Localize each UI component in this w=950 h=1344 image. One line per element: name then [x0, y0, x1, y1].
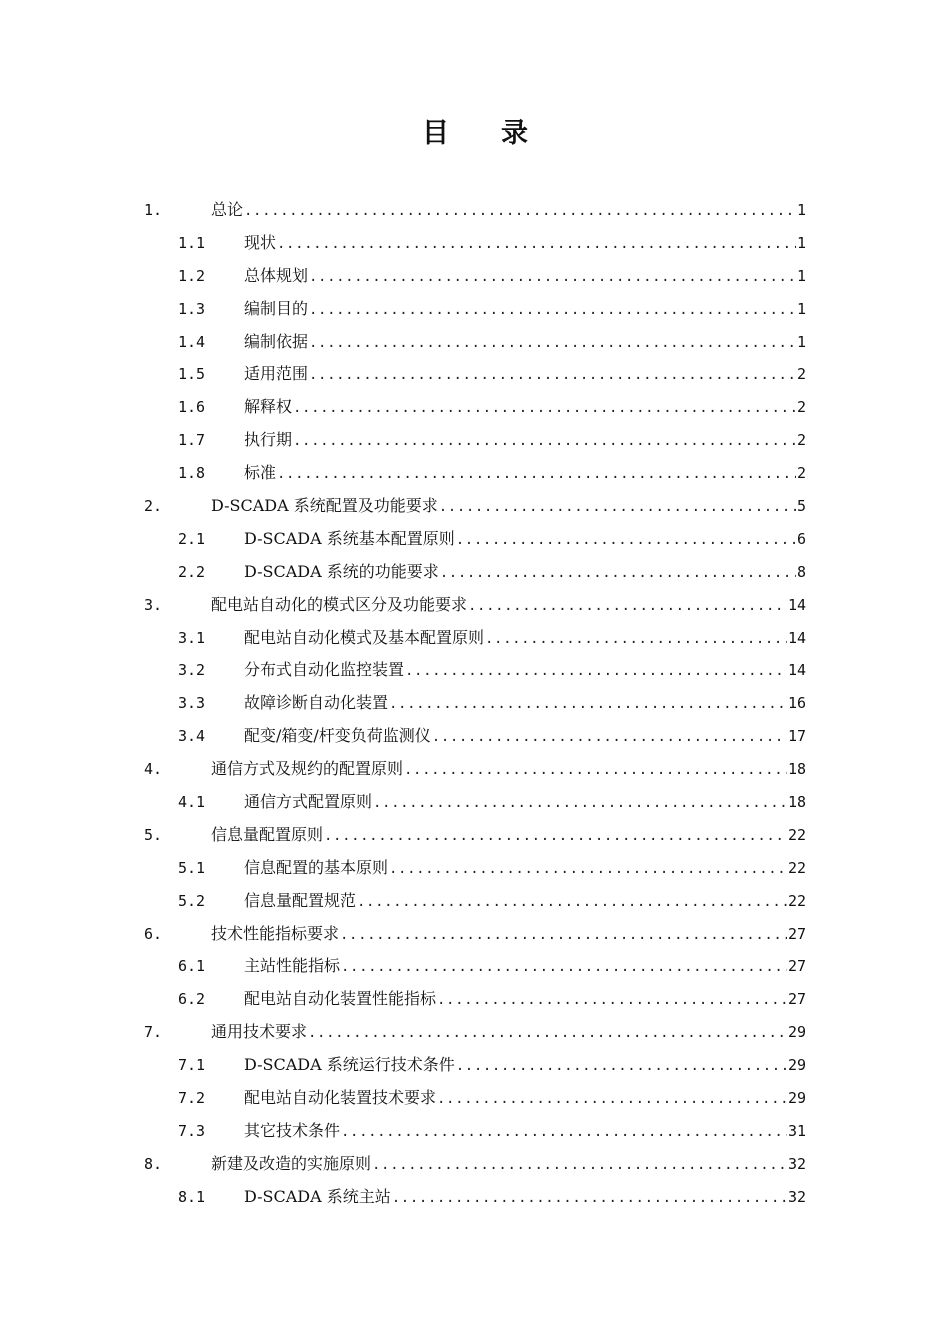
toc-entry-number: 3.3: [178, 694, 206, 713]
toc-dot-leader: [357, 886, 787, 919]
toc-entry-line: [244, 523, 806, 557]
toc-dot-leader: [485, 623, 787, 656]
toc-entry-title: 总论: [211, 200, 244, 219]
toc-page-number: 8: [796, 562, 806, 581]
toc-dot-leader: [389, 853, 787, 886]
toc-page-number: 27: [787, 990, 806, 1009]
toc-page-number: 22: [787, 891, 806, 910]
toc-section-entry[interactable]: [0, 1181, 950, 1214]
toc-section-entry[interactable]: [0, 983, 950, 1016]
toc-entry-title: 配电站自动化装置技术要求: [244, 1088, 437, 1108]
toc-title-char-1: 目: [422, 118, 449, 149]
toc-chapter-entry[interactable]: [0, 1016, 950, 1049]
toc-section-entry[interactable]: [0, 326, 950, 359]
toc-page-number: 18: [787, 793, 806, 812]
toc-page-number: 22: [787, 825, 806, 844]
toc-entry-number: 7.2: [178, 1089, 206, 1108]
toc-entry-number: 1.7: [178, 431, 206, 450]
toc-entry-line: [244, 950, 806, 984]
toc-entry-number: 6.1: [178, 957, 206, 976]
toc-entry-line: [211, 753, 806, 787]
toc-entry-line: [244, 457, 806, 491]
toc-entry-line: [211, 918, 806, 952]
toc-dot-leader: [244, 195, 796, 228]
toc-page-number: 17: [787, 727, 806, 746]
toc-entry-title: 分布式自动化监控装置: [244, 660, 405, 680]
toc-entry-title: 配电站自动化模式及基本配置原则: [244, 627, 485, 647]
toc-dot-leader: [432, 721, 787, 754]
toc-chapter-entry[interactable]: [0, 1148, 950, 1181]
toc-entry-number: 7.1: [178, 1056, 206, 1075]
toc-chapter-entry[interactable]: [0, 194, 950, 227]
toc-dot-leader: [392, 1182, 787, 1215]
toc-entry-title: 通信方式及规约的配置原则: [211, 759, 404, 779]
toc-entry-title: 编制依据: [244, 331, 309, 351]
toc-entry-number: 1.3: [178, 299, 206, 318]
toc-chapter-entry[interactable]: [0, 589, 950, 622]
toc-page-number: 32: [787, 1154, 806, 1173]
toc-dot-leader: [389, 688, 787, 721]
toc-entry-title: 通信方式配置原则: [244, 792, 373, 812]
toc-dot-leader: [308, 1017, 787, 1050]
toc-entry-title: 信息量配置原则: [211, 824, 324, 844]
toc-entry-title: 故障诊断自动化装置: [244, 693, 389, 713]
toc-entry-line: [244, 983, 806, 1017]
toc-entry-number: 6.: [144, 924, 163, 943]
toc-page-number: 2: [796, 464, 806, 483]
toc-title-char-2: 录: [501, 118, 528, 149]
toc-dot-leader: [456, 1050, 787, 1083]
toc-entry-title: 现状: [244, 232, 277, 252]
toc-entry-number: 1.6: [178, 398, 206, 417]
toc-section-entry[interactable]: [0, 358, 950, 391]
toc-entry-number: 1.2: [178, 266, 206, 285]
toc-dot-leader: [293, 425, 796, 458]
toc-entry-title: 配电站自动化的模式区分及功能要求: [211, 594, 468, 614]
toc-entry-line: [211, 589, 806, 623]
toc-dot-leader: [277, 458, 796, 491]
toc-entry-title: D-SCADA 系统配置及功能要求: [211, 496, 438, 516]
toc-chapter-entry[interactable]: [0, 819, 950, 852]
toc-page-number: 1: [796, 233, 806, 252]
toc-entry-line: [244, 654, 806, 688]
toc-entry-title: 配电站自动化装置性能指标: [244, 989, 437, 1009]
toc-entry-title: D-SCADA 系统运行技术条件: [244, 1055, 455, 1075]
toc-section-entry[interactable]: [0, 556, 950, 589]
toc-chapter-entry[interactable]: [0, 753, 950, 786]
toc-dot-leader: [341, 951, 787, 984]
toc-dot-leader: [437, 984, 787, 1017]
toc-entry-line: [244, 622, 806, 656]
toc-page-number: 1: [796, 299, 806, 318]
toc-dot-leader: [373, 787, 787, 820]
toc-entry-title: 其它技术条件: [244, 1120, 341, 1140]
toc-entry-number: 8.: [144, 1154, 163, 1173]
toc-entry-line: [244, 1082, 806, 1116]
toc-entry-title: 通用技术要求: [211, 1022, 308, 1042]
toc-dot-leader: [468, 590, 787, 623]
toc-entry-line: [244, 1181, 806, 1215]
toc-page-number: 2: [796, 365, 806, 384]
toc-entry-number: 3.2: [178, 661, 206, 680]
toc-entry-line: [244, 391, 806, 425]
toc-section-entry[interactable]: [0, 786, 950, 819]
toc-section-entry[interactable]: [0, 622, 950, 655]
toc-dot-leader: [372, 1149, 787, 1182]
toc-dot-leader: [324, 820, 787, 853]
toc-section-entry[interactable]: [0, 523, 950, 556]
toc-entry-line: [211, 490, 806, 524]
toc-page-number: 2: [796, 398, 806, 417]
toc-page-number: 27: [787, 957, 806, 976]
toc-entry-number: 5.: [144, 825, 163, 844]
toc-page-number: 29: [787, 1056, 806, 1075]
toc-page-number: 18: [787, 760, 806, 779]
toc-entry-line: [244, 358, 806, 392]
toc-section-entry[interactable]: [0, 424, 950, 457]
toc-page-number: 14: [787, 628, 806, 647]
toc-section-entry[interactable]: [0, 1082, 950, 1115]
toc-entry-number: 2.2: [178, 562, 206, 581]
toc-dot-leader: [277, 228, 796, 261]
toc-entry-title: 技术性能指标要求: [211, 923, 340, 943]
toc-dot-leader: [440, 557, 796, 590]
toc-entry-number: 4.1: [178, 793, 206, 812]
toc-dot-leader: [456, 524, 796, 557]
toc-entry-number: 5.1: [178, 858, 206, 877]
toc-dot-leader: [439, 491, 796, 524]
toc-section-entry[interactable]: [0, 227, 950, 260]
toc-entry-line: [244, 1049, 806, 1083]
toc-entry-title: 编制目的: [244, 298, 309, 318]
toc-entry-line: [244, 293, 806, 327]
toc-dot-leader: [309, 359, 796, 392]
toc-entry-number: 3.4: [178, 727, 206, 746]
toc-entry-title: 信息量配置规范: [244, 890, 357, 910]
toc-entry-line: [244, 260, 806, 294]
toc-section-entry[interactable]: [0, 654, 950, 687]
toc-section-entry[interactable]: [0, 1115, 950, 1148]
toc-section-entry[interactable]: [0, 293, 950, 326]
toc-entry-number: 7.3: [178, 1121, 206, 1140]
toc-entry-line: [244, 424, 806, 458]
toc-entry-number: 1.8: [178, 464, 206, 483]
toc-page-number: 29: [787, 1089, 806, 1108]
toc-entry-line: [244, 852, 806, 886]
toc-entry-title: 新建及改造的实施原则: [211, 1153, 372, 1173]
toc-entry-title: 标准: [244, 463, 277, 483]
toc-entry-title: 总体规划: [244, 265, 309, 285]
toc-entry-title: D-SCADA 系统的功能要求: [244, 561, 439, 581]
toc-page-number: 32: [787, 1187, 806, 1206]
toc-page-number: 31: [787, 1121, 806, 1140]
toc-entry-line: [244, 556, 806, 590]
toc-page-number: 5: [796, 497, 806, 516]
toc-page-number: 29: [787, 1023, 806, 1042]
toc-entry-line: [211, 1016, 806, 1050]
toc-page-number: 14: [787, 661, 806, 680]
toc-page-number: 1: [796, 201, 806, 219]
toc-entry-line: [211, 1148, 806, 1182]
toc-entry-title: 配变/箱变/杆变负荷监测仪: [244, 726, 431, 746]
toc-entry-number: 2.: [144, 497, 163, 516]
toc-entry-number: 7.: [144, 1023, 163, 1042]
toc-entry-title: 执行期: [244, 430, 293, 450]
toc-section-entry[interactable]: [0, 260, 950, 293]
toc-entry-number: 6.2: [178, 990, 206, 1009]
toc-entry-line: [211, 194, 806, 228]
toc-section-entry[interactable]: [0, 720, 950, 753]
toc-entry-line: [211, 819, 806, 853]
toc-entry-number: 1.1: [178, 233, 206, 252]
toc-title: [0, 112, 950, 156]
toc-entry-title: 主站性能指标: [244, 956, 341, 976]
toc-dot-leader: [341, 1116, 787, 1149]
toc-dot-leader: [437, 1083, 787, 1116]
toc-entry-line: [244, 1115, 806, 1149]
toc-section-entry[interactable]: [0, 457, 950, 490]
toc-entry-number: 2.1: [178, 529, 206, 548]
toc-section-entry[interactable]: [0, 950, 950, 983]
toc-page-number: 14: [787, 595, 806, 614]
toc-page-number: 1: [796, 332, 806, 351]
toc-page-number: 1: [796, 266, 806, 285]
table-of-contents: [0, 194, 950, 1214]
toc-entry-line: [244, 227, 806, 261]
toc-entry-number: 3.: [144, 595, 163, 614]
toc-entry-line: [244, 786, 806, 820]
toc-page-number: 22: [787, 858, 806, 877]
toc-dot-leader: [405, 655, 787, 688]
toc-section-entry[interactable]: [0, 852, 950, 885]
toc-page-number: 27: [787, 924, 806, 943]
toc-section-entry[interactable]: [0, 885, 950, 918]
toc-entry-title: D-SCADA 系统主站: [244, 1186, 391, 1206]
toc-section-entry[interactable]: [0, 687, 950, 720]
toc-section-entry[interactable]: [0, 1049, 950, 1082]
toc-entry-title: 信息配置的基本原则: [244, 857, 389, 877]
toc-entry-line: [244, 885, 806, 919]
toc-entry-number: 1.5: [178, 365, 206, 384]
toc-entry-title: 适用范围: [244, 364, 309, 384]
toc-entry-number: 3.1: [178, 628, 206, 647]
toc-entry-number: 1.: [144, 201, 163, 219]
toc-page-number: 16: [787, 694, 806, 713]
toc-entry-line: [244, 720, 806, 754]
toc-entry-number: 8.1: [178, 1187, 206, 1206]
toc-entry-number: 5.2: [178, 891, 206, 910]
toc-entry-line: [244, 326, 806, 360]
toc-chapter-entry[interactable]: [0, 490, 950, 523]
toc-dot-leader: [293, 392, 796, 425]
toc-dot-leader: [404, 754, 787, 787]
toc-dot-leader: [309, 327, 796, 360]
toc-chapter-entry[interactable]: [0, 918, 950, 951]
toc-page-number: 6: [796, 529, 806, 548]
toc-dot-leader: [340, 919, 787, 952]
toc-entry-title: 解释权: [244, 397, 293, 417]
toc-entry-number: 1.4: [178, 332, 206, 351]
toc-section-entry[interactable]: [0, 391, 950, 424]
toc-entry-title: D-SCADA 系统基本配置原则: [244, 528, 455, 548]
toc-entry-line: [244, 687, 806, 721]
toc-page-number: 2: [796, 431, 806, 450]
toc-dot-leader: [309, 294, 796, 327]
toc-dot-leader: [309, 261, 796, 294]
toc-entry-number: 4.: [144, 760, 163, 779]
